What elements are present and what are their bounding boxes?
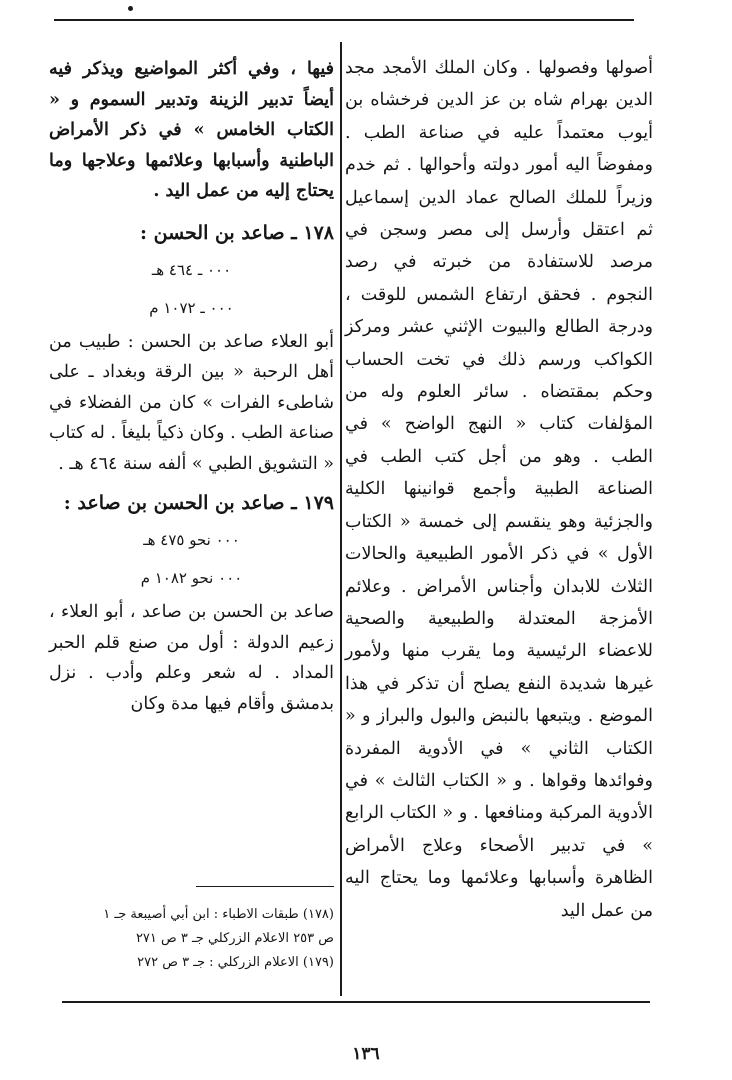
column-divider [340,42,342,996]
entry-date-hijri: ٠٠٠ نحو ٤٧٥ هـ [143,531,240,549]
right-column-text: أصولها وفصولها . وكان الملك الأمجد مجد الدين بهرام شاه بن عز الدين فرخشاه بن أيوب معتمداً عليه في صناعة الطب . ومفوضاً اليه أمور دولته وأحوالها . ثم خدم وزيراً للملك الصالح عماد الدين إسماعيل ثم اعتقل وأرسل إلى مصر وسجن في مرصد للاستفادة من خبرته في رصد النجوم . فحقق ارتفاع الشمس للوقت ، ودرجة الطالع والبيوت الإثني عشر ومركز الكواكب ورسم ذلك في تخت الحساب وحكم بمقتضاه . سائر العلوم وله من المؤلفات كتاب « النهج الواضح » في الطب . وهو من أجل كتب الطب في الصناعة الطبية وأجمع قوانينها الكلية والجزئية وهو ينقسم إلى خمسة « الكتاب الأول » في ذكر الأمور الطبيعية والحالات الثلاث للابدان وأجناس الأمراض . وعلائم الأمزجة المعتدلة والطبيعية والصحية للاعضاء الرئيسية وما يقرب منها ولأمور غيرها شديدة النفع يصلح أن تذكر في هذا الموضع . ويتبعها بالنبض والبول والبراز و « الكتاب الثاني » في الأدوية المفردة وفوائدها وقواها . و « الكتاب الثالث » في الأدوية المركبة ومنافعها . و « الكتاب الرابع » في تدبير الأصحاء وعلاج الأمراض الظاهرة وأسبابها وعلائمها وما يحتاج اليه من عمل اليد [345,58,653,921]
entry-date-gregorian: ٠٠٠ نحو ١٠٨٢ م [140,569,243,587]
entry-date-gregorian: ٠٠٠ ـ ١٠٧٢ م [149,298,234,317]
entry-178 [49,215,334,480]
footnote-line: (١٧٩) الاعلام الزركلي : جـ ٣ ص ٢٧٢ [137,955,334,970]
entry-date-hijri: ٠٠٠ ـ ٤٦٤ هـ [151,260,232,279]
footnote-line: ص ٢٥٣ الاعلام الزركلي جـ ٣ ص ٢٧١ [135,931,334,946]
entry-bio: صاعد بن الحسن بن صاعد ، أبو العلاء ، زعيم الدولة : أول من صنع قلم الحبر المداد . له شعر وعلم وأدب . نزل بدمشق وأقام فيها مدة وكان [49,602,334,714]
bottom-rule [62,1001,650,1003]
entry-heading: ١٧٩ ـ صاعد بن الحسن بن صاعد : [63,492,334,514]
page-number: ١٣٦ [352,1044,380,1064]
footnote-line: (١٧٨) طبقات الاطباء : ابن أبي أصيبعة جـ ١ [103,907,334,922]
footnote-separator [196,886,334,887]
continuation-text: فيها ، وفي أكثر المواضيع ويذكر فيه أيضاً تدبير الزينة وتدبير السموم و « الكتاب الخامس » في ذكر الأمراض الباطنية وأسبابها وعلائمها وعلاجها وما يحتاج إليه من عمل اليد . [49,59,334,201]
top-rule [54,19,634,21]
right-column [345,52,653,927]
footnotes [44,903,334,975]
entry-bio: أبو العلاء صاعد بن الحسن : طبيب من أهل الرحبة « بين الرقة وبغداد ـ على شاطىء الفرات » كان من الفضلاء في صناعة الطب . وكان ذكياً بليغاً . له كتاب « التشويق الطبي » ألفه سنة ٤٦٤ هـ . [49,331,334,474]
left-column [49,54,334,719]
entry-heading: ١٧٨ ـ صاعد بن الحسن : [139,221,334,244]
top-dot [128,6,133,11]
entry-179 [49,485,334,719]
